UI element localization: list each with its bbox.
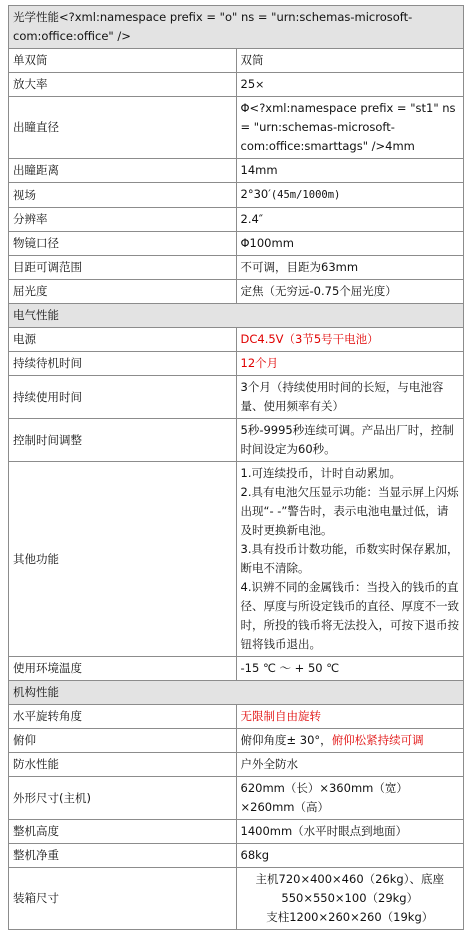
table-row	[9, 232, 464, 256]
row-label: 装箱尺寸	[9, 868, 237, 930]
row-value: 户外全防水	[236, 753, 464, 777]
row-value: 12个月	[236, 352, 464, 376]
other-line-3: 3.具有投币计数功能，币数实时保存累加，断电不清除。	[240, 542, 459, 575]
row-value	[236, 73, 464, 97]
row-label: 持续使用时间	[9, 376, 237, 419]
field-angle: 2°30′	[240, 187, 271, 201]
table-row	[9, 376, 464, 419]
row-label: 放大率	[9, 73, 237, 97]
row-value: 3个月（持续使用时间的长短，与电池容量、使用频率有关）	[236, 376, 464, 419]
row-value	[236, 868, 464, 930]
row-label: 其他功能	[9, 462, 237, 657]
table-row	[9, 657, 464, 681]
table-row	[9, 256, 464, 280]
table-row	[9, 419, 464, 462]
row-label: 水平旋转角度	[9, 705, 237, 729]
row-value: 68kg	[236, 844, 464, 868]
table-row	[9, 352, 464, 376]
row-label: 控制时间调整	[9, 419, 237, 462]
row-value: DC4.5V（3节5号干电池）	[236, 328, 464, 352]
table-row	[9, 49, 464, 73]
table-row	[9, 97, 464, 159]
row-value: 定焦（无穷远-0.75个屈光度）	[236, 280, 464, 304]
row-value: 5秒-9995秒连续可调。产品出厂时，控制时间设定为60秒。	[236, 419, 464, 462]
row-label: 物镜口径	[9, 232, 237, 256]
row-label: 屈光度	[9, 280, 237, 304]
other-line-4: 4.识辨不同的金属钱币：当投入的钱币的直径、厚度与所设定钱币的直径、厚度不一致时，所投的钱币将无法投入，可按下退币按钮将钱币退出。	[240, 580, 459, 651]
row-value: Φ100mm	[236, 232, 464, 256]
section-mechanical	[9, 681, 464, 705]
table-row	[9, 183, 464, 208]
row-value: -15 ℃ ～ + 50 ℃	[236, 657, 464, 681]
row-label: 电源	[9, 328, 237, 352]
table-row	[9, 753, 464, 777]
pitch-adjustable: 俯仰松紧持续可调	[331, 733, 424, 747]
other-line-2: 2.具有电池欠压显示功能：当显示屏上闪烁出现“- -”警告时，表示电池电量过低，请及时更换新电池。	[240, 485, 459, 537]
row-label: 目距可调范围	[9, 256, 237, 280]
row-label: 出瞳直径	[9, 97, 237, 159]
section-optical	[9, 6, 464, 49]
table-row	[9, 844, 464, 868]
row-value	[236, 462, 464, 657]
row-label: 外形尺寸(主机)	[9, 777, 237, 820]
row-label: 防水性能	[9, 753, 237, 777]
row-label: 出瞳距离	[9, 159, 237, 183]
table-row	[9, 705, 464, 729]
magnification-unit: ×	[255, 78, 265, 91]
field-sub: (45m/1000m)	[270, 189, 341, 201]
row-value: 1400mm（水平时眼点到地面）	[236, 820, 464, 844]
table-row	[9, 777, 464, 820]
row-label: 视场	[9, 183, 237, 208]
row-value: 不可调，目距为63mm	[236, 256, 464, 280]
table-row	[9, 280, 464, 304]
row-label: 单双筒	[9, 49, 237, 73]
magnification-value: 25	[240, 77, 256, 91]
pitch-angle: 俯仰角度± 30°，	[240, 733, 332, 747]
packing-line-2: 支柱1200×260×260（19kg）	[266, 910, 434, 924]
row-value: 双筒	[236, 49, 464, 73]
section-title-optical: 光学性能<?xml:namespace prefix = "o" ns = "urn:schemas-microsoft-com:office:office" />	[9, 6, 464, 49]
table-row	[9, 159, 464, 183]
section-electrical	[9, 304, 464, 328]
row-value: 14mm	[236, 159, 464, 183]
row-value	[236, 183, 464, 208]
row-label: 分辨率	[9, 208, 237, 232]
other-line-1: 1.可连续投币，计时自动累加。	[240, 466, 401, 480]
table-row	[9, 208, 464, 232]
row-label: 整机净重	[9, 844, 237, 868]
section-title-electrical: 电气性能	[9, 304, 464, 328]
row-value: 2.4″	[236, 208, 464, 232]
row-label: 持续待机时间	[9, 352, 237, 376]
table-row	[9, 73, 464, 97]
table-row	[9, 328, 464, 352]
table-row	[9, 820, 464, 844]
row-label: 俯仰	[9, 729, 237, 753]
row-label: 整机高度	[9, 820, 237, 844]
row-value: Φ<?xml:namespace prefix = "st1" ns = "urn:schemas-microsoft-com:office:smarttags" />4mm	[236, 97, 464, 159]
table-row	[9, 729, 464, 753]
table-row	[9, 868, 464, 930]
section-title-mechanical: 机构性能	[9, 681, 464, 705]
row-label: 使用环境温度	[9, 657, 237, 681]
row-value: 无限制自由旋转	[236, 705, 464, 729]
table-row	[9, 462, 464, 657]
spec-table	[8, 5, 464, 930]
row-value	[236, 729, 464, 753]
packing-line-1: 主机720×400×460（26kg）、底座550×550×100（29kg）	[255, 872, 444, 905]
row-value: 620mm（长）×360mm（宽）×260mm（高）	[236, 777, 464, 820]
